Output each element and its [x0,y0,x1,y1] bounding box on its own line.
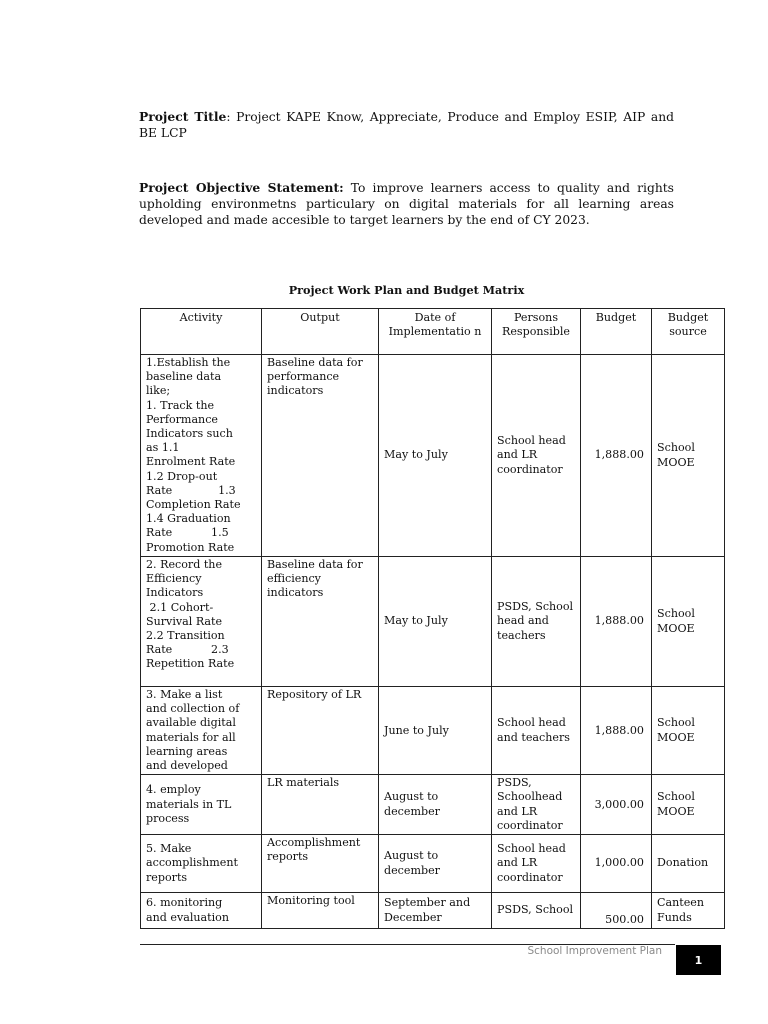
persons-cell: School head and LR coordinator [492,355,581,557]
footer-text: School Improvement Plan [527,945,662,957]
activity-line: materials in TL [146,797,232,811]
table-row [141,557,725,687]
activity-line: 4. employ [146,783,201,797]
activity-line: and evaluation [146,910,229,924]
activity-lines [146,783,256,826]
header-activity: Activity [141,309,262,355]
work-plan-budget-table [140,308,725,929]
activity-line: reports [146,870,188,884]
activity-cell [141,355,262,557]
output-cell: Baseline data for performance indicators [262,355,379,557]
activity-line: materials for all [146,730,236,744]
persons-cell: PSDS, School head and teachers [492,557,581,687]
activity-lines [146,558,256,672]
activity-line: 2. Record the [146,558,223,571]
activity-line: process [146,811,190,825]
activity-line: 2.2 Transition [146,629,225,643]
table-row [141,893,725,929]
activity-line: and collection of [146,702,240,716]
activity-line: Indicators such [146,427,233,441]
header-budget: Budget [581,309,652,355]
activity-line: 6. monitoring [146,896,223,910]
project-title-text: : Project KAPE Know, Appreciate, Produce and Employ ESIP, AIP and BE LCP [139,110,674,140]
activity-line: 1. Track the [146,398,215,412]
activity-line: like; [146,384,171,398]
activity-line: and developed [146,759,228,773]
header-budget-source: Budget source [652,309,725,355]
activity-line: accomplishment [146,856,238,870]
budget-cell: 1,888.00 [581,557,652,687]
persons-cell: PSDS, School [492,893,581,929]
activity-lines [146,842,256,885]
activity-line: 1.4 Graduation [146,512,231,526]
activity-lines [146,688,256,773]
activity-line: Repetition Rate [146,657,235,671]
persons-cell: School head and LR coordinator [492,835,581,893]
activity-cell [141,687,262,775]
table-row [141,775,725,835]
budget-cell: 1,888.00 [581,687,652,775]
budget-source-cell: Donation [652,835,725,893]
activity-cell [141,893,262,929]
activity-line: Promotion Rate [146,540,235,554]
date-cell: May to July [379,557,492,687]
budget-cell: 500.00 [581,893,652,929]
activity-lines [146,356,256,555]
activity-line: Efficiency [146,572,202,586]
activity-line: Rate 1.5 [146,526,229,540]
activity-line: 3. Make a list [146,688,223,701]
persons-cell: PSDS, Schoolhead and LR coordinator [492,775,581,835]
activity-line: 1.2 Drop-out [146,469,218,483]
activity-line: Rate 2.3 [146,643,229,657]
activity-line: Rate 1.3 [146,483,236,497]
activity-line: available digital [146,716,236,730]
output-cell: Accomplishment reports [262,835,379,893]
date-cell: August to december [379,835,492,893]
budget-source-cell: School MOOE [652,355,725,557]
activity-line: Survival Rate [146,614,223,628]
output-cell: LR materials [262,775,379,835]
activity-line: as 1.1 [146,441,180,455]
output-cell: Repository of LR [262,687,379,775]
activity-line: Completion Rate [146,498,241,512]
budget-cell: 1,888.00 [581,355,652,557]
header-output: Output [262,309,379,355]
date-cell: June to July [379,687,492,775]
activity-cell [141,775,262,835]
project-title-label: Project Title [139,109,227,124]
objective-text: To improve learners access to quality and rights upholding environmetns particulary on digital materials for all learning areas developed and made accesible to target learners by the end of CY 2023. [139,181,674,227]
activity-cell [141,835,262,893]
budget-source-cell: Canteen Funds [652,893,725,929]
date-cell: May to July [379,355,492,557]
activity-line: Indicators [146,586,204,600]
budget-source-cell: School MOOE [652,557,725,687]
page-number: 1 [676,945,721,975]
header-persons: Persons Responsible [492,309,581,355]
date-cell: September and December [379,893,492,929]
budget-cell: 1,000.00 [581,835,652,893]
activity-cell [141,557,262,687]
table-row [141,835,725,893]
header-date: Date of Implementatio n [379,309,492,355]
project-objective-statement [139,180,674,228]
activity-line: Performance [146,412,218,426]
persons-cell: School head and teachers [492,687,581,775]
activity-line: Enrolment Rate [146,455,236,469]
activity-line: learning areas [146,744,228,758]
table-header-row [141,309,725,355]
output-cell: Monitoring tool [262,893,379,929]
activity-lines [146,896,256,924]
project-title [139,109,674,141]
table-row [141,687,725,775]
objective-label: Project Objective Statement: [139,180,344,195]
table-row [141,355,725,557]
budget-source-cell: School MOOE [652,775,725,835]
output-cell: Baseline data for efficiency indicators [262,557,379,687]
matrix-title: Project Work Plan and Budget Matrix [288,283,525,297]
budget-source-cell: School MOOE [652,687,725,775]
activity-line: 5. Make [146,842,192,856]
activity-line: 2.1 Cohort- [146,600,214,614]
activity-line: baseline data [146,370,222,384]
budget-cell: 3,000.00 [581,775,652,835]
date-cell: August to december [379,775,492,835]
activity-line: 1.Establish the [146,356,231,369]
